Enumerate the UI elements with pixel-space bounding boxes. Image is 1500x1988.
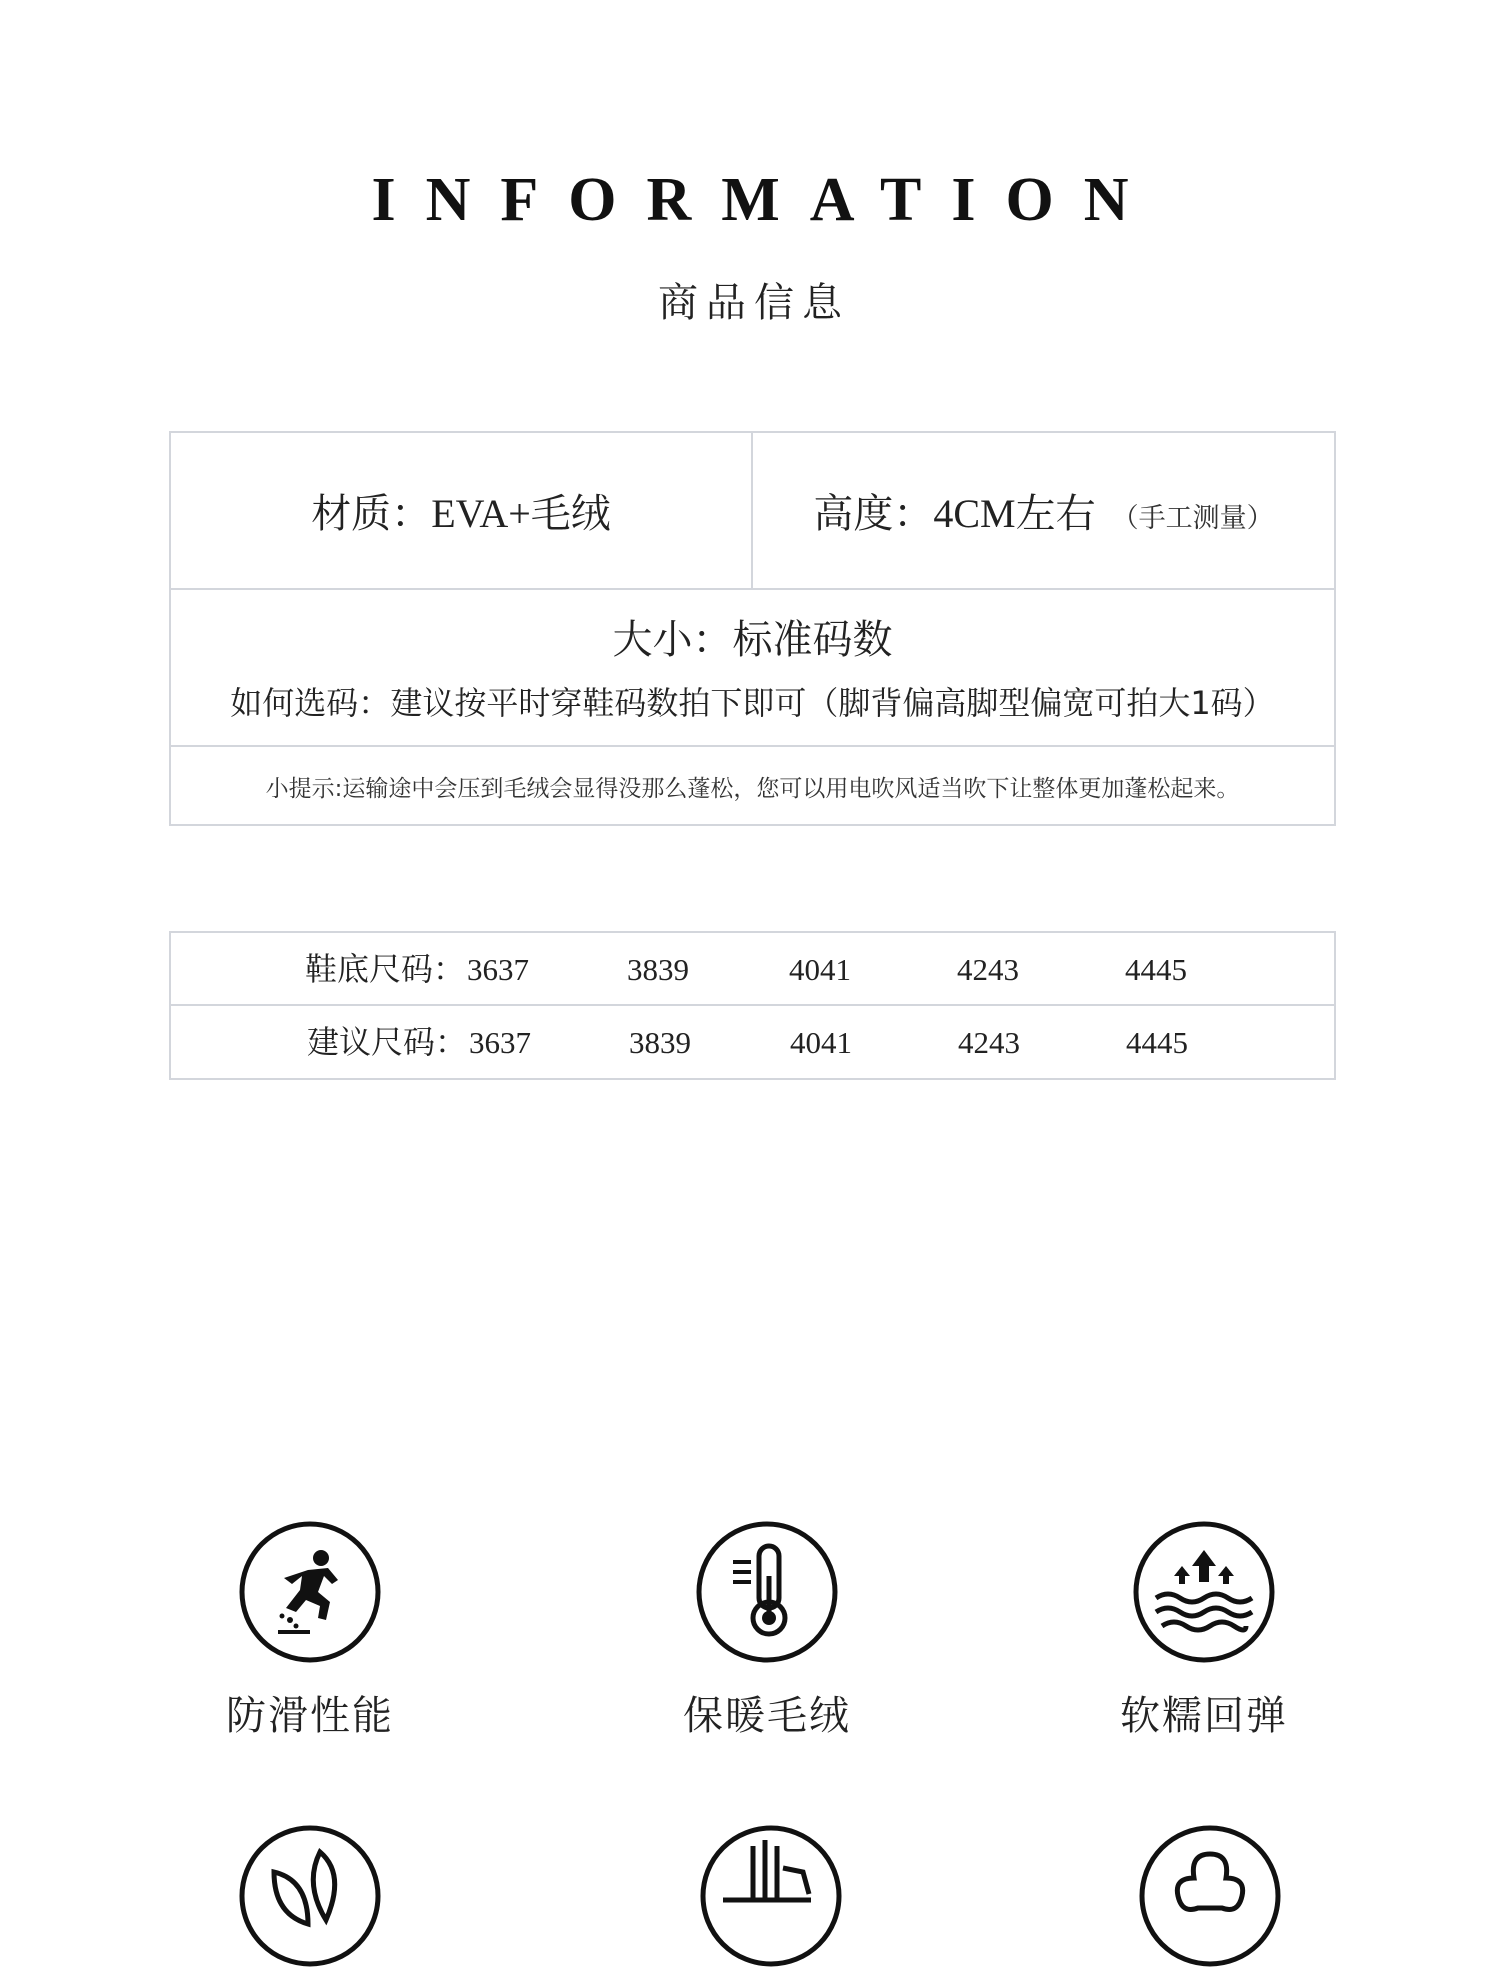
size-chart-table bbox=[169, 931, 1336, 1080]
size-advice bbox=[171, 682, 1334, 724]
feature-soft-rebound bbox=[1074, 1520, 1334, 1741]
height-value: 4CM左右 bbox=[933, 491, 1096, 536]
sole-size-value: 4041 bbox=[789, 952, 851, 987]
thermometer-icon bbox=[695, 1520, 839, 1664]
recommended-size-label: 建议尺码： bbox=[307, 1023, 468, 1061]
feature-anti-slip bbox=[180, 1520, 440, 1741]
size-title: 大小：标准码数 bbox=[612, 617, 893, 663]
height-note: （手工测量） bbox=[1111, 503, 1274, 534]
info-row-material-height bbox=[171, 433, 1334, 590]
slip-icon bbox=[238, 1520, 382, 1664]
feature-warm-plush bbox=[637, 1520, 897, 1741]
material-value: EVA+毛绒 bbox=[431, 491, 611, 536]
recommended-size-value: 3637 bbox=[469, 1025, 531, 1060]
recommended-size-value: 3839 bbox=[629, 1025, 691, 1060]
material-cell bbox=[171, 433, 753, 588]
shoe-icon bbox=[699, 1824, 843, 1968]
height-text bbox=[813, 482, 1273, 539]
sole-size-label: 鞋底尺码： bbox=[305, 950, 466, 988]
size-advice-label: 如何选码： bbox=[230, 684, 391, 722]
rebound-icon bbox=[1132, 1520, 1276, 1664]
sole-size-value: 3637 bbox=[467, 952, 529, 987]
feature-eco bbox=[180, 1824, 440, 1988]
tip-text: 小提示:运输途中会压到毛绒会显得没那么蓬松，您可以用电吹风适当吹下让整体更加蓬松起来。 bbox=[265, 776, 1240, 802]
page-subtitle: 商品信息 bbox=[658, 280, 850, 326]
material-label: 材质： bbox=[311, 491, 432, 537]
feature-label: 软糯回弹 bbox=[1120, 1693, 1288, 1739]
recommended-size-value: 4445 bbox=[1126, 1025, 1188, 1060]
info-row-tip bbox=[171, 747, 1334, 826]
info-row-size bbox=[171, 590, 1334, 747]
table-row bbox=[171, 1006, 1334, 1079]
height-cell bbox=[753, 433, 1334, 588]
feature-cotton bbox=[1080, 1824, 1340, 1988]
material-text bbox=[311, 482, 611, 539]
page-title: INFORMATION bbox=[371, 166, 1159, 234]
sole-size-value: 3839 bbox=[627, 952, 689, 987]
recommended-size-value: 4041 bbox=[790, 1025, 852, 1060]
size-advice-text: 建议按平时穿鞋码数拍下即可（脚背偏高脚型偏宽可拍大1码） bbox=[390, 684, 1275, 722]
feature-shoe bbox=[641, 1824, 901, 1988]
sole-size-value: 4445 bbox=[1125, 952, 1187, 987]
sole-size-value: 4243 bbox=[957, 952, 1019, 987]
recommended-size-value: 4243 bbox=[958, 1025, 1020, 1060]
table-row bbox=[171, 933, 1334, 1006]
height-label: 高度： bbox=[813, 491, 934, 537]
leaf-icon bbox=[238, 1824, 382, 1968]
cotton-icon bbox=[1138, 1824, 1282, 1968]
product-info-table bbox=[169, 431, 1336, 826]
feature-label: 保暖毛绒 bbox=[683, 1693, 851, 1739]
feature-label: 防滑性能 bbox=[226, 1693, 394, 1739]
